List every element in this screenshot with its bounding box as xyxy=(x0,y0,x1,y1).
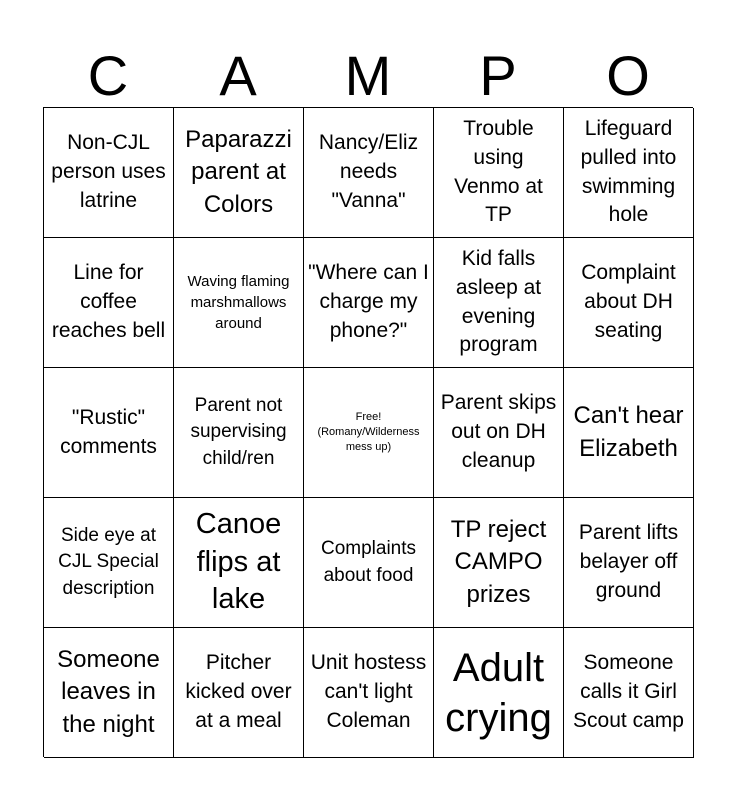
bingo-cell[interactable]: Side eye at CJL Special description xyxy=(44,498,174,628)
bingo-cell[interactable]: "Rustic" comments xyxy=(44,368,174,498)
bingo-cell[interactable]: Non-CJL person uses latrine xyxy=(44,108,174,238)
bingo-header xyxy=(43,44,693,108)
bingo-board xyxy=(43,107,693,757)
bingo-cell[interactable]: "Where can I charge my phone?" xyxy=(304,238,434,368)
header-letter-m: M xyxy=(344,44,392,107)
bingo-cell[interactable]: Can't hear Elizabeth xyxy=(564,368,694,498)
bingo-cell[interactable]: Pitcher kicked over at a meal xyxy=(174,628,304,758)
header-letter-o: O xyxy=(606,44,650,107)
bingo-cell[interactable]: TP reject CAMPO prizes xyxy=(434,498,564,628)
bingo-cell[interactable]: Parent not supervising child/ren xyxy=(174,368,304,498)
header-letter-p: P xyxy=(479,44,517,107)
bingo-cell[interactable]: Kid falls asleep at evening program xyxy=(434,238,564,368)
bingo-cell[interactable]: Complaints about food xyxy=(304,498,434,628)
bingo-cell[interactable]: Someone leaves in the night xyxy=(44,628,174,758)
bingo-cell[interactable]: Someone calls it Girl Scout camp xyxy=(564,628,694,758)
bingo-cell[interactable]: Canoe flips at lake xyxy=(174,498,304,628)
bingo-cell[interactable]: Line for coffee reaches bell xyxy=(44,238,174,368)
bingo-cell[interactable]: Parent skips out on DH cleanup xyxy=(434,368,564,498)
bingo-cell[interactable]: Waving flaming marshmallows around xyxy=(174,238,304,368)
bingo-cell[interactable]: Trouble using Venmo at TP xyxy=(434,108,564,238)
bingo-cell[interactable]: Unit hostess can't light Coleman xyxy=(304,628,434,758)
bingo-cell[interactable]: Nancy/Eliz needs "Vanna" xyxy=(304,108,434,238)
bingo-cell[interactable]: Complaint about DH seating xyxy=(564,238,694,368)
header-letter-c: C xyxy=(87,44,129,107)
bingo-cell[interactable]: Paparazzi parent at Colors xyxy=(174,108,304,238)
header-letter-a: A xyxy=(219,44,257,107)
bingo-cell[interactable]: Lifeguard pulled into swimming hole xyxy=(564,108,694,238)
bingo-cell[interactable]: Parent lifts belayer off ground xyxy=(564,498,694,628)
bingo-cell[interactable]: Adult crying xyxy=(434,628,564,758)
free-space-cell[interactable]: Free! (Romany/Wilderness mess up) xyxy=(304,368,434,498)
